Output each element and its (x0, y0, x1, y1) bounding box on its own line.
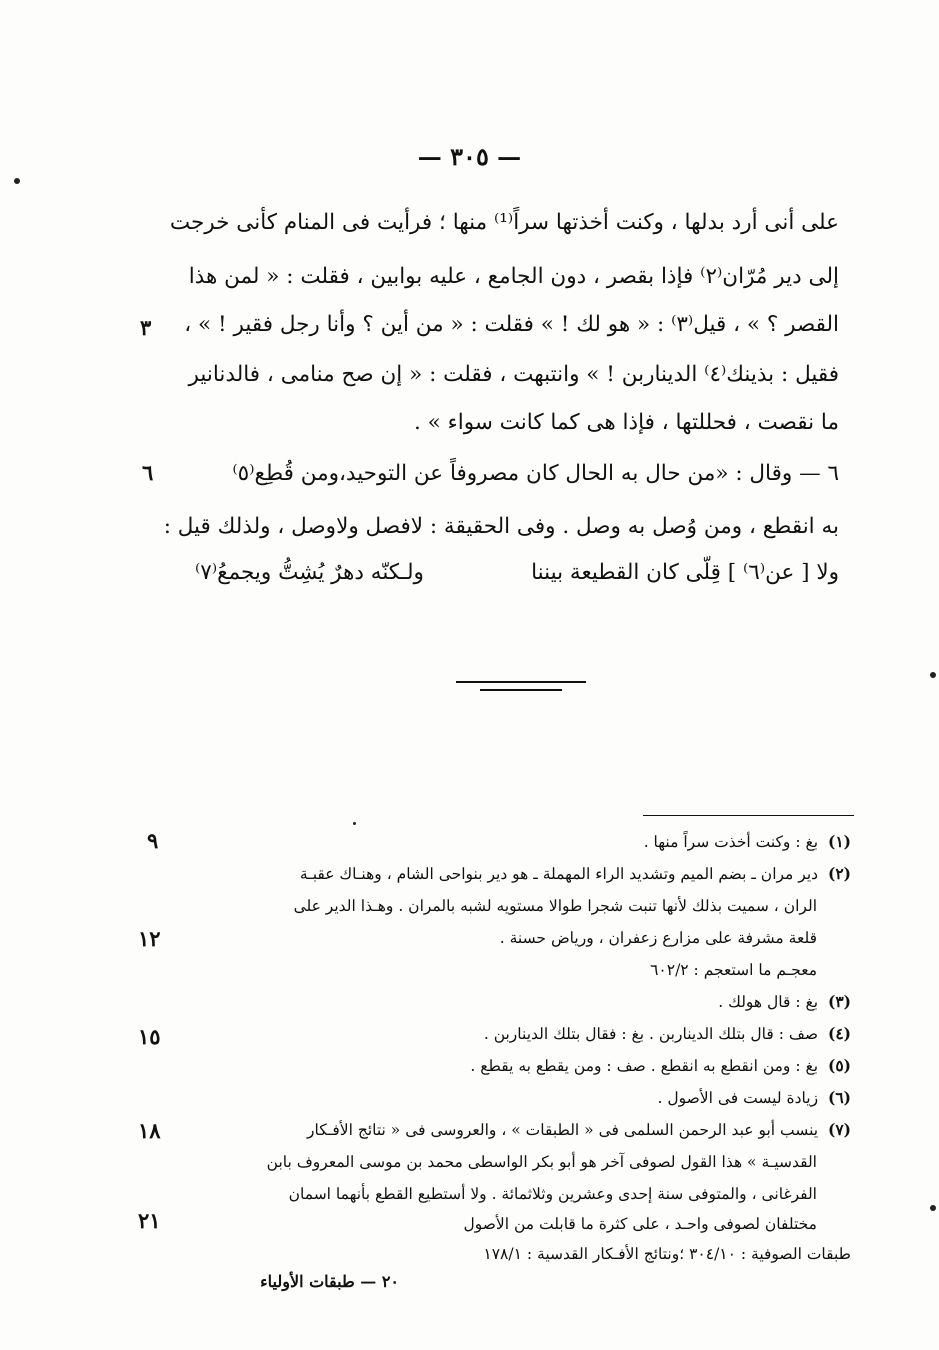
margin-line-number: ٢١ (138, 1208, 161, 1233)
section-divider (456, 681, 586, 683)
footnote-number: (٧) (827, 1120, 851, 1139)
footnote-text: بغ : وكنت أخذت سراً منها . (643, 833, 819, 851)
margin-line-number: ٣ (140, 315, 152, 340)
margin-line-number: ١٢ (138, 926, 161, 951)
verse-first-hemistich: ولا [ عن⁽٦⁾ ] قِلّى كان القطيعة بيننا (531, 560, 839, 585)
footnote-continuation: الران ، سميت بذلك لأنها تنبت شجرا طوالا مستويه لشبه بالمران . وهـذا الدير على (293, 897, 817, 915)
footnote-number: (٣) (827, 992, 851, 1011)
footnote-text: ينسب أبو عبد الرحمن السلمى فى « الطبقات » ، والعروسى فى « نتائج الأفـكار (307, 1121, 819, 1139)
footnote-number: (٥) (827, 1056, 851, 1075)
margin-line-number: ١٥ (138, 1024, 161, 1049)
footnote (200, 1085, 851, 1111)
page-footer: ٢٠ — طبقات الأولياء (260, 1272, 399, 1291)
body-line: فقيل : بذينك⁽٤⁾ الديناربن ! » وانتبهت ، فقلت : « إن صح منامى ، فالدنانير (188, 362, 839, 387)
footnote-text: دير مران ـ بضم الميم وتشديد الراء المهملة ـ هو دير بنواحى الشام ، وهنـاك عقبـة (299, 865, 819, 883)
footnote-rule (643, 815, 854, 816)
scan-speck (930, 672, 936, 678)
body-line: القصر ؟ » ، قيل⁽٣⁾ : « هو لك ! » فقلت : « من أين ؟ وأنا رجل فقير ! » ، (184, 312, 839, 337)
footnote-continuation: قلعة مشرفة على مزارع زعفران ، ورياض حسنة . (499, 929, 817, 947)
footnote (200, 1117, 851, 1143)
footnote-text: بغ : ومن انقطع به انقطع . صف : ومن يقطع به يقطع . (470, 1057, 819, 1075)
footnote-text: صف : قال بتلك الديناربن . بغ : فقال بتلك الديناربن . (483, 1025, 819, 1043)
footnote-source: طبقات الصوفية : ٣٠٤/١٠ ؛ونتائج الأفـكار القدسية : ١٧٨/١ (483, 1245, 851, 1263)
margin-line-number: ٩ (147, 828, 159, 853)
paragraph-6-line: به انقطع ، ومن وُصل به وصل . وفى الحقيقة : لافصل ولاوصل ، ولذلك قيل : (163, 514, 839, 539)
margin-line-number: ٦ (142, 460, 154, 485)
paragraph-6-line: ٦ — وقال : «من حال به الحال كان مصروفاً عن التوحيد،ومن قُطِع⁽٥⁾ (232, 461, 839, 486)
section-divider (480, 689, 562, 691)
footnote-continuation: مختلفان لصوفى واحـد ، على كثرة ما قابلت من الأصول (463, 1215, 817, 1233)
footnote-number: (٤) (827, 1024, 851, 1043)
scan-speck (353, 822, 356, 825)
footnote-text: بغ : قال هولك . (718, 993, 819, 1011)
footnote-continuation: القدسيـة » هذا القول لصوفى آخر هو أبو بكر الواسطى محمد بن موسى المعروف بابن (266, 1153, 817, 1171)
verse-second-hemistich: ولـكنّه دهرٌ يُشِتُّ ويجمعُ⁽٧⁾ (195, 560, 424, 585)
verse-line (195, 558, 839, 588)
scan-speck (14, 178, 20, 184)
footnote (200, 1053, 851, 1079)
footnote-text: زيادة ليست فى الأصول . (657, 1089, 819, 1107)
footnote-number: (٢) (827, 864, 851, 883)
footnote-source: معجـم ما استعجم : ٦٠٢/٢ (650, 961, 817, 979)
page-number: — ٣٠٥ — (417, 142, 522, 171)
body-line: إلى دير مُرّان⁽٢⁾ فإذا بقصر ، دون الجامع ، عليه بوابين ، فقلت : « لمن هذا (188, 264, 839, 289)
scan-speck (930, 1205, 936, 1211)
footnote-continuation: الفرغانى ، والمتوفى سنة إحدى وعشرين وثلاثمائة . ولا أستطيع القطع بأنهما اسمان (288, 1185, 817, 1203)
footnote (200, 861, 851, 887)
footnote-number: (٦) (827, 1088, 851, 1107)
footnote-number: (١) (827, 832, 851, 851)
footnote (200, 989, 851, 1015)
footnote (200, 829, 851, 855)
body-line: ما نقصت ، فحللتها ، فإذا هى كما كانت سواء » . (413, 410, 839, 435)
body-line: على أنى أرد بدلها ، وكنت أخذتها سراً⁽¹⁾ منها ؛ فرأيت فى المنام كأنى خرجت (169, 210, 839, 235)
footnote (200, 1021, 851, 1047)
margin-line-number: ١٨ (138, 1118, 161, 1143)
